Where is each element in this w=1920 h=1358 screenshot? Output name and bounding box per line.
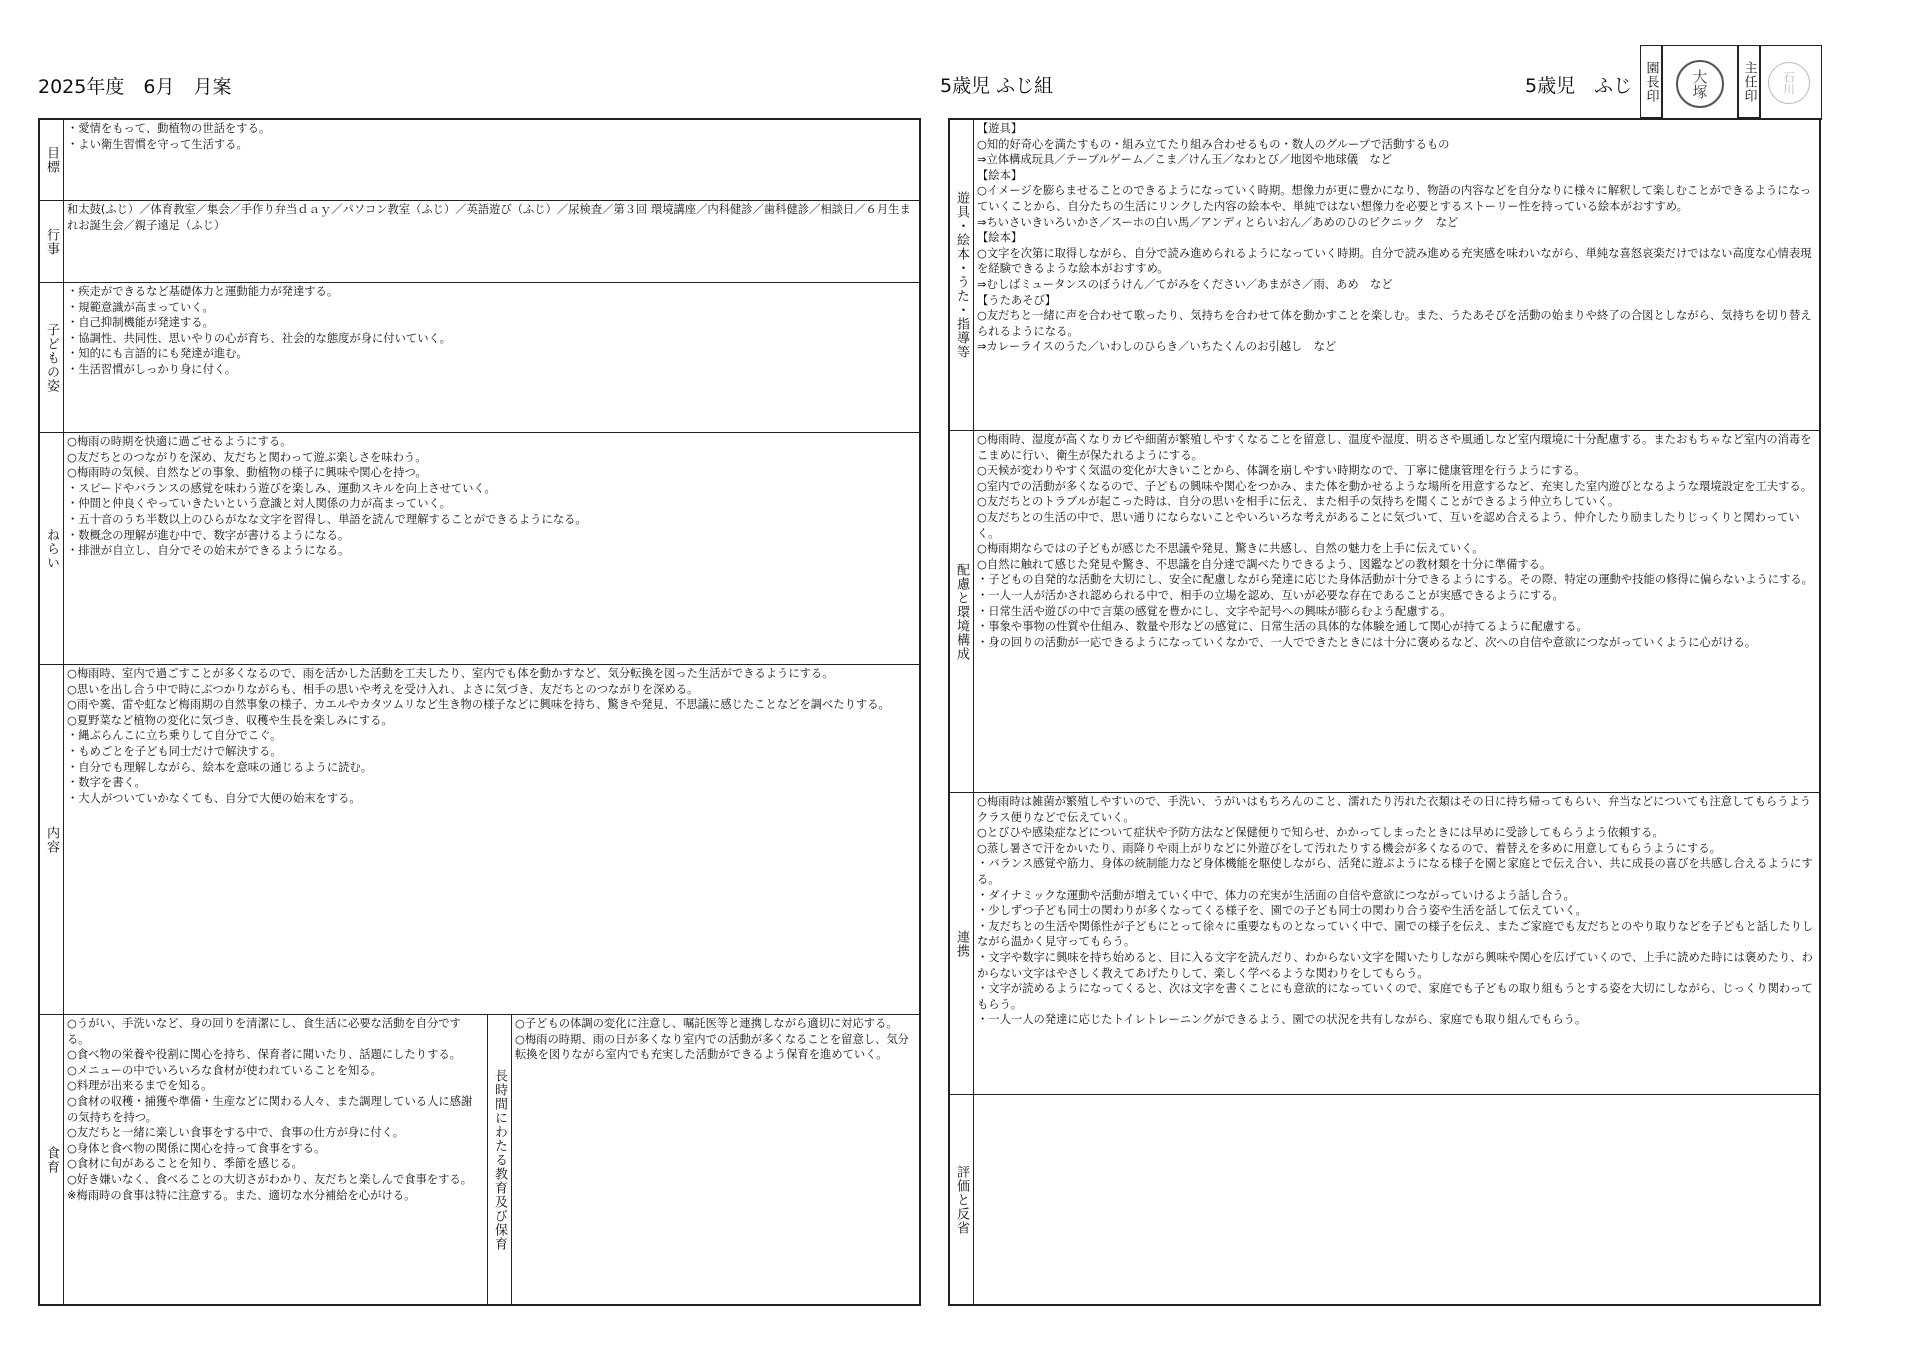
page-title: 2025年度 6月 月案 <box>38 76 232 98</box>
goals-content <box>67 121 916 200</box>
coop-content <box>977 794 1816 1094</box>
coop-row <box>950 792 1819 1094</box>
plan-line: ○蒸し暑さで汗をかいたり、雨降りや雨上がりなどに外遊びをして汚れたりする機会が多くなるので、着替えを多めに用意してもらうようにする。 <box>977 841 1721 855</box>
plan-line: ・数概念の理解が進む中で、数字が書けるようになる。 <box>67 528 350 542</box>
plan-line: ・数字を書く。 <box>67 776 146 790</box>
plan-line: 【絵本】 <box>977 231 1023 245</box>
events-row <box>40 200 919 282</box>
right-plan-panel <box>948 118 1821 1306</box>
plan-line: ・子どもの自発的な活動を大切にし、安全に配慮しながら発達に応じた身体活動が十分できるようにする。その際、特定の運動や技能の修得に偏らないようにする。 <box>977 573 1813 587</box>
plan-line: ○友だちとの生活の中で、思い通りにならないことやいろいろな考えがあることに気づいて、互いを認め合えるよう、仲介したり励ましたりじっくりと関わっていく。 <box>977 510 1800 540</box>
coop-label: 連携 <box>950 793 974 1094</box>
chief-seal: 石川 <box>1768 62 1810 104</box>
events-label: 行事 <box>40 201 64 282</box>
plan-line: ・少しずつ子ども同士の関わりが多くなってくる様子を、園での子ども同士の関わり合う姿や生活を話して伝えていく。 <box>977 904 1587 918</box>
events-content <box>67 202 916 282</box>
plan-line: ・一人一人が活かされ認められる中で、相手の立場を認め、互いが必要な存在であることが実感できるようにする。 <box>977 588 1564 602</box>
plan-line: ○友だちと一緒に楽しい食事をする中で、食事の仕方が身に付く。 <box>67 1126 405 1140</box>
plan-line: ⇒ちいさいきいろいかさ／スーホの白い馬／アンディとらいおん／あめのひのピクニック など <box>977 215 1459 229</box>
food-label: 食育 <box>40 1015 64 1304</box>
plan-line: ・よい衛生習慣を守って生活する。 <box>67 137 248 151</box>
children-content <box>67 284 916 432</box>
goals-row <box>40 120 919 200</box>
children-row <box>40 282 919 432</box>
aims-content <box>67 434 916 664</box>
plan-line: ・仲間と仲良くやっていきたいという意識と対人関係の力が高まっていく。 <box>67 497 451 511</box>
plan-line: ○メニューの中でいろいろな食材が使われていることを知る。 <box>67 1063 382 1077</box>
plan-line: ・生活習慣がしっかり身に付く。 <box>67 362 237 376</box>
class-name-right: 5歳児 ふじ <box>1525 75 1633 97</box>
content-row <box>40 664 919 1014</box>
plan-line: 【うたあそび】 <box>977 293 1057 307</box>
plan-line: ・バランス感覚や筋力、身体の統制能力など身体機能を駆使しながら、活発に遊ぶようになる様子を園と家庭とで伝え合い、共に成長の喜びを共感し合えるようにする。 <box>977 857 1813 886</box>
plan-line: ⇒立体構成玩具／テーブルゲーム／こま／けん玉／なわとび／地図や地球儀 など <box>977 153 1392 167</box>
plan-line: ○知的好奇心を満たすもの・組み立てたり組み合わせるもの・数人のグループで活動するもの <box>977 137 1450 151</box>
plan-line: ・排泄が自立し、自分でその始末ができるようになる。 <box>67 544 350 558</box>
plan-line: ○梅雨時、湿度が高くなりカビや細菌が繁殖しやすくなることを留意し、温度や湿度、明るさや風通しなど室内環境に十分配慮する。またおもちゃなど室内の消毒をこまめに行い、衛生が保たれるようにする。 <box>977 433 1812 462</box>
play-content <box>977 121 1816 430</box>
plan-line: ○雨や霙、雷や虹など梅雨期の自然事象の様子、カエルやカタツムリなど生き物の様子などに興味を持ち、驚きや発見、不思議に感じたことなどを調べたりする。 <box>67 698 890 712</box>
plan-line: ○梅雨時は雑菌が繁殖しやすいので、手洗い、うがいはもちろんのこと、濡れたり汚れた衣類はその日に持ち帰ってもらい、弁当などについても注意してもらうようクラス便りなどで伝えていく。 <box>977 795 1812 824</box>
plan-line: ⇒むしばミュータンスのぼうけん／てがみをください／あまがさ／雨、あめ など <box>977 277 1393 291</box>
plan-line: 【絵本】 <box>977 168 1023 182</box>
food-content <box>67 1016 481 1304</box>
plan-line: ・規範意識が高まっていく。 <box>67 300 214 314</box>
plan-line: ○梅雨期ならではの子どもが感じた不思議や発見、驚きに共感し、自然の魅力を上手に伝えていく。 <box>977 542 1484 556</box>
plan-line: ○とびひや感染症などについて症状や予防方法など保健便りで知らせ、かかってしまったときには早めに受診してもらうよう依頼する。 <box>977 826 1664 840</box>
plan-line: ○友だちと一緒に声を合わせて歌ったり、気持ちを合わせて体を動かすことを楽しむ。また、うたあそびを活動の始まりや終了の合図としながら、気持ちを切り替えられるようになる。 <box>977 309 1812 338</box>
plan-line: ○梅雨の時期を快適に過ごせるようにする。 <box>67 435 292 448</box>
plan-line: ・ダイナミックな運動や活動が増えていく中で、体力の充実が生活面の自信や意欲につながっていけるよう話し合う。 <box>977 888 1575 902</box>
plan-line: ○梅雨時、室内で過ごすことが多くなるので、雨を活かした活動を工夫したり、室内でも体を動かすなど、気分転換を図った生活ができるようにする。 <box>67 667 834 680</box>
plan-line: ・文字が読めるようになってくると、次は文字を書くことにも意欲的になっていくので、家庭でも子どもの取り組もうとする姿を大切にしながら、じっくり関わってもらう。 <box>977 982 1813 1011</box>
plan-line: ・協調性、共同性、思いやりの心が育ち、社会的な態度が身に付いていく。 <box>67 331 451 345</box>
plan-line: ・大人がついていかなくても、自分で大便の始末をする。 <box>67 791 361 805</box>
plan-line: ○室内での活動が多くなるので、子どもの興味や関心をつかみ、また体を動かせるような場所を用意するなど、充実した室内遊びとなるような環境設定を工夫する。 <box>977 479 1812 493</box>
plan-line: ・身の回りの活動が一応できるようになっていくなかで、一人でできたときには十分に褒めるなど、次への自信や意欲につながっていくように心がける。 <box>977 635 1757 649</box>
plan-line: ⇒カレーライスのうた／いわしのひらき／いちたくんのお引越し など <box>977 340 1337 354</box>
plan-line: ○イメージを膨らませることのできるようになっていく時期。想像力が更に豊かになり、物語の内容などを自分なりに様々に解釈して楽しむことができるようになっていくことから、自分たちの生活にリンクした内容の絵本や、単純ではない想像力を必要とするストーリー性を持っている絵本がおすすめ。 <box>977 184 1812 213</box>
plan-line: ・もめごとを子ども同士だけで解決する。 <box>67 744 282 758</box>
principal-seal: 大塚 <box>1676 60 1724 108</box>
plan-line: ・縄ぶらんこに立ち乗りして自分でこぐ。 <box>67 729 282 743</box>
plan-line: ○文字を次第に取得しながら、自分で読み進められるようになっていく時期。自分で読み進める充実感を味わいながら、単純な喜怒哀楽だけではない高度な心情表現を経験できるような絵本がおすすめ。 <box>977 246 1812 276</box>
plan-line: ○梅雨の時期、雨の日が多くなり室内での活動が多くなることを留意し、気分転換を図りながら室内でも充実した活動ができるよう保育を進めていく。 <box>515 1032 909 1062</box>
plan-line: ・自己抑制機能が発達する。 <box>67 316 214 330</box>
plan-line: ・友だちとの生活や関係性が子どもにとって徐々に重要なものとなっていく中で、園での様子を伝え、またご家庭でも友だちとのやり取りなどを子どもと話したりしながら温かく見守ってもらう。 <box>977 919 1814 949</box>
plan-line: ○思いを出し合う中で時にぶつかりながらも、相手の思いや考えを受け入れ、よさに気づき、友だちとのつながりを深める。 <box>67 682 699 696</box>
aims-label: ねらい <box>40 433 64 664</box>
principal-seal-label: 園長印 <box>1640 45 1662 118</box>
play-row <box>950 120 1819 430</box>
longcare-content <box>515 1016 916 1304</box>
plan-line: ・五十音のうち半数以上のひらがなな文字を習得し、単語を読んで理解することができるようになる。 <box>67 512 587 526</box>
play-label: 遊具・絵本・うた・指導等 <box>950 120 974 430</box>
plan-line: ※梅雨時の食事は特に注意する。また、適切な水分補給を心がける。 <box>67 1188 416 1202</box>
plan-line: 【遊具】 <box>977 122 1023 135</box>
children-label: 子どもの姿 <box>40 283 64 432</box>
eval-label: 評価と反省 <box>950 1095 974 1304</box>
eval-row <box>950 1094 1819 1304</box>
left-plan-panel <box>38 118 921 1306</box>
class-name-center: 5歳児 ふじ組 <box>940 75 1054 97</box>
plan-line: ○天候が変わりやすく気温の変化が大きいことから、体調を崩しやすい時期なので、丁寧に健康管理を行うようにする。 <box>977 464 1586 478</box>
plan-line: ・一人一人の発達に応じたトイレトレーニングができるよう、園での状況を共有しながら、家庭でも取り組んでもらう。 <box>977 1013 1587 1027</box>
plan-line: ○子どもの体調の変化に注意し、嘱託医等と連携しながら適切に対応する。 <box>515 1017 898 1030</box>
plan-line: ○友だちとのトラブルが起こった時は、自分の思いを相手に伝え、また相手の気持ちを聞くことができるよう仲立ちしていく。 <box>977 495 1620 509</box>
plan-line: ○食材に旬があることを知り、季節を感じる。 <box>67 1157 303 1171</box>
plan-line: ○食材の収穫・捕獲や準備・生産などに関わる人々、また調理している人に感謝の気持ちを持つ。 <box>67 1094 473 1124</box>
plan-line: ○好き嫌いなく、食べることの大切さがわかり、友だちと楽しんで食事をする。 <box>67 1172 473 1186</box>
plan-line: ・スピードやバランスの感覚を味わう遊びを楽しみ、運動スキルを向上させていく。 <box>67 481 496 495</box>
content-label: 内容 <box>40 665 64 1014</box>
plan-line: ・日常生活や遊びの中で言葉の感覚を豊かにし、文字や記号への興味が膨らむよう配慮する。 <box>977 604 1452 618</box>
plan-line: ・事象や事物の性質や仕組み、数量や形などの感覚に、日常生活の具体的な体験を通して関心が持てるように配慮する。 <box>977 620 1588 634</box>
env-content <box>977 432 1816 792</box>
plan-line: ○梅雨時の気候、自然などの事象、動植物の様子に興味や関心を持つ。 <box>67 466 427 480</box>
eval-content <box>977 1096 1816 1304</box>
aims-row <box>40 432 919 664</box>
plan-line: ・愛情をもって、動植物の世話をする。 <box>67 122 271 135</box>
plan-line: ○自然に触れて感じた発見や驚き、不思議を自分達で調べたりできるよう、図鑑などの教材類を十分に準備する。 <box>977 557 1552 571</box>
content-content <box>67 666 916 1014</box>
plan-line: ○身体と食べ物の関係に関心を持って食事をする。 <box>67 1141 326 1155</box>
env-label: 配慮と環境構成 <box>950 431 974 792</box>
plan-line: ・自分でも理解しながら、絵本を意味の通じるように読む。 <box>67 760 373 774</box>
plan-line: ○友だちとのつながりを深め、友だちと関わって遊ぶ楽しさを味わう。 <box>67 450 427 464</box>
plan-line: ・疾走ができるなど基礎体力と運動能力が発達する。 <box>67 285 339 298</box>
food-longcare-row <box>40 1014 919 1304</box>
plan-line: ・知的にも言語的にも発達が進む。 <box>67 347 248 361</box>
plan-line: ○料理が出来るまでを知る。 <box>67 1079 213 1093</box>
plan-line: ○うがい、手洗いなど、身の回りを清潔にし、食生活に必要な活動を自分でする。 <box>67 1017 461 1046</box>
plan-line: ・文字や数字に興味を持ち始めると、目に入る文字を読んだり、わからない文字を聞いたりしながら興味や関心を広げていくので、上手に読めた時には褒めたり、わからない文字はやさしく教えてあげたりして、楽しく学べるような関わりをしてもらう。 <box>977 950 1813 980</box>
longcare-label: 長時間にわたる教育及び保育 <box>488 1015 512 1304</box>
chief-seal-label: 主任印 <box>1738 45 1760 118</box>
goals-label: 目標 <box>40 120 64 200</box>
plan-line: ○食べ物の栄養や役割に関心を持ち、保育者に聞いたり、話題にしたりする。 <box>67 1048 461 1062</box>
plan-line: ○夏野菜など植物の変化に気づき、収穫や生長を楽しみにする。 <box>67 713 393 727</box>
env-row <box>950 430 1819 792</box>
plan-line: 和太鼓(ふじ）／体育教室／集会／手作り弁当ｄａｙ／パソコン教室（ふじ）／英語遊び（ふじ）／尿検査／第３回 環境講座／内科健診／歯科健診／相談日／６月生まれお誕生会／親子遠足（ふじ） <box>67 203 911 232</box>
